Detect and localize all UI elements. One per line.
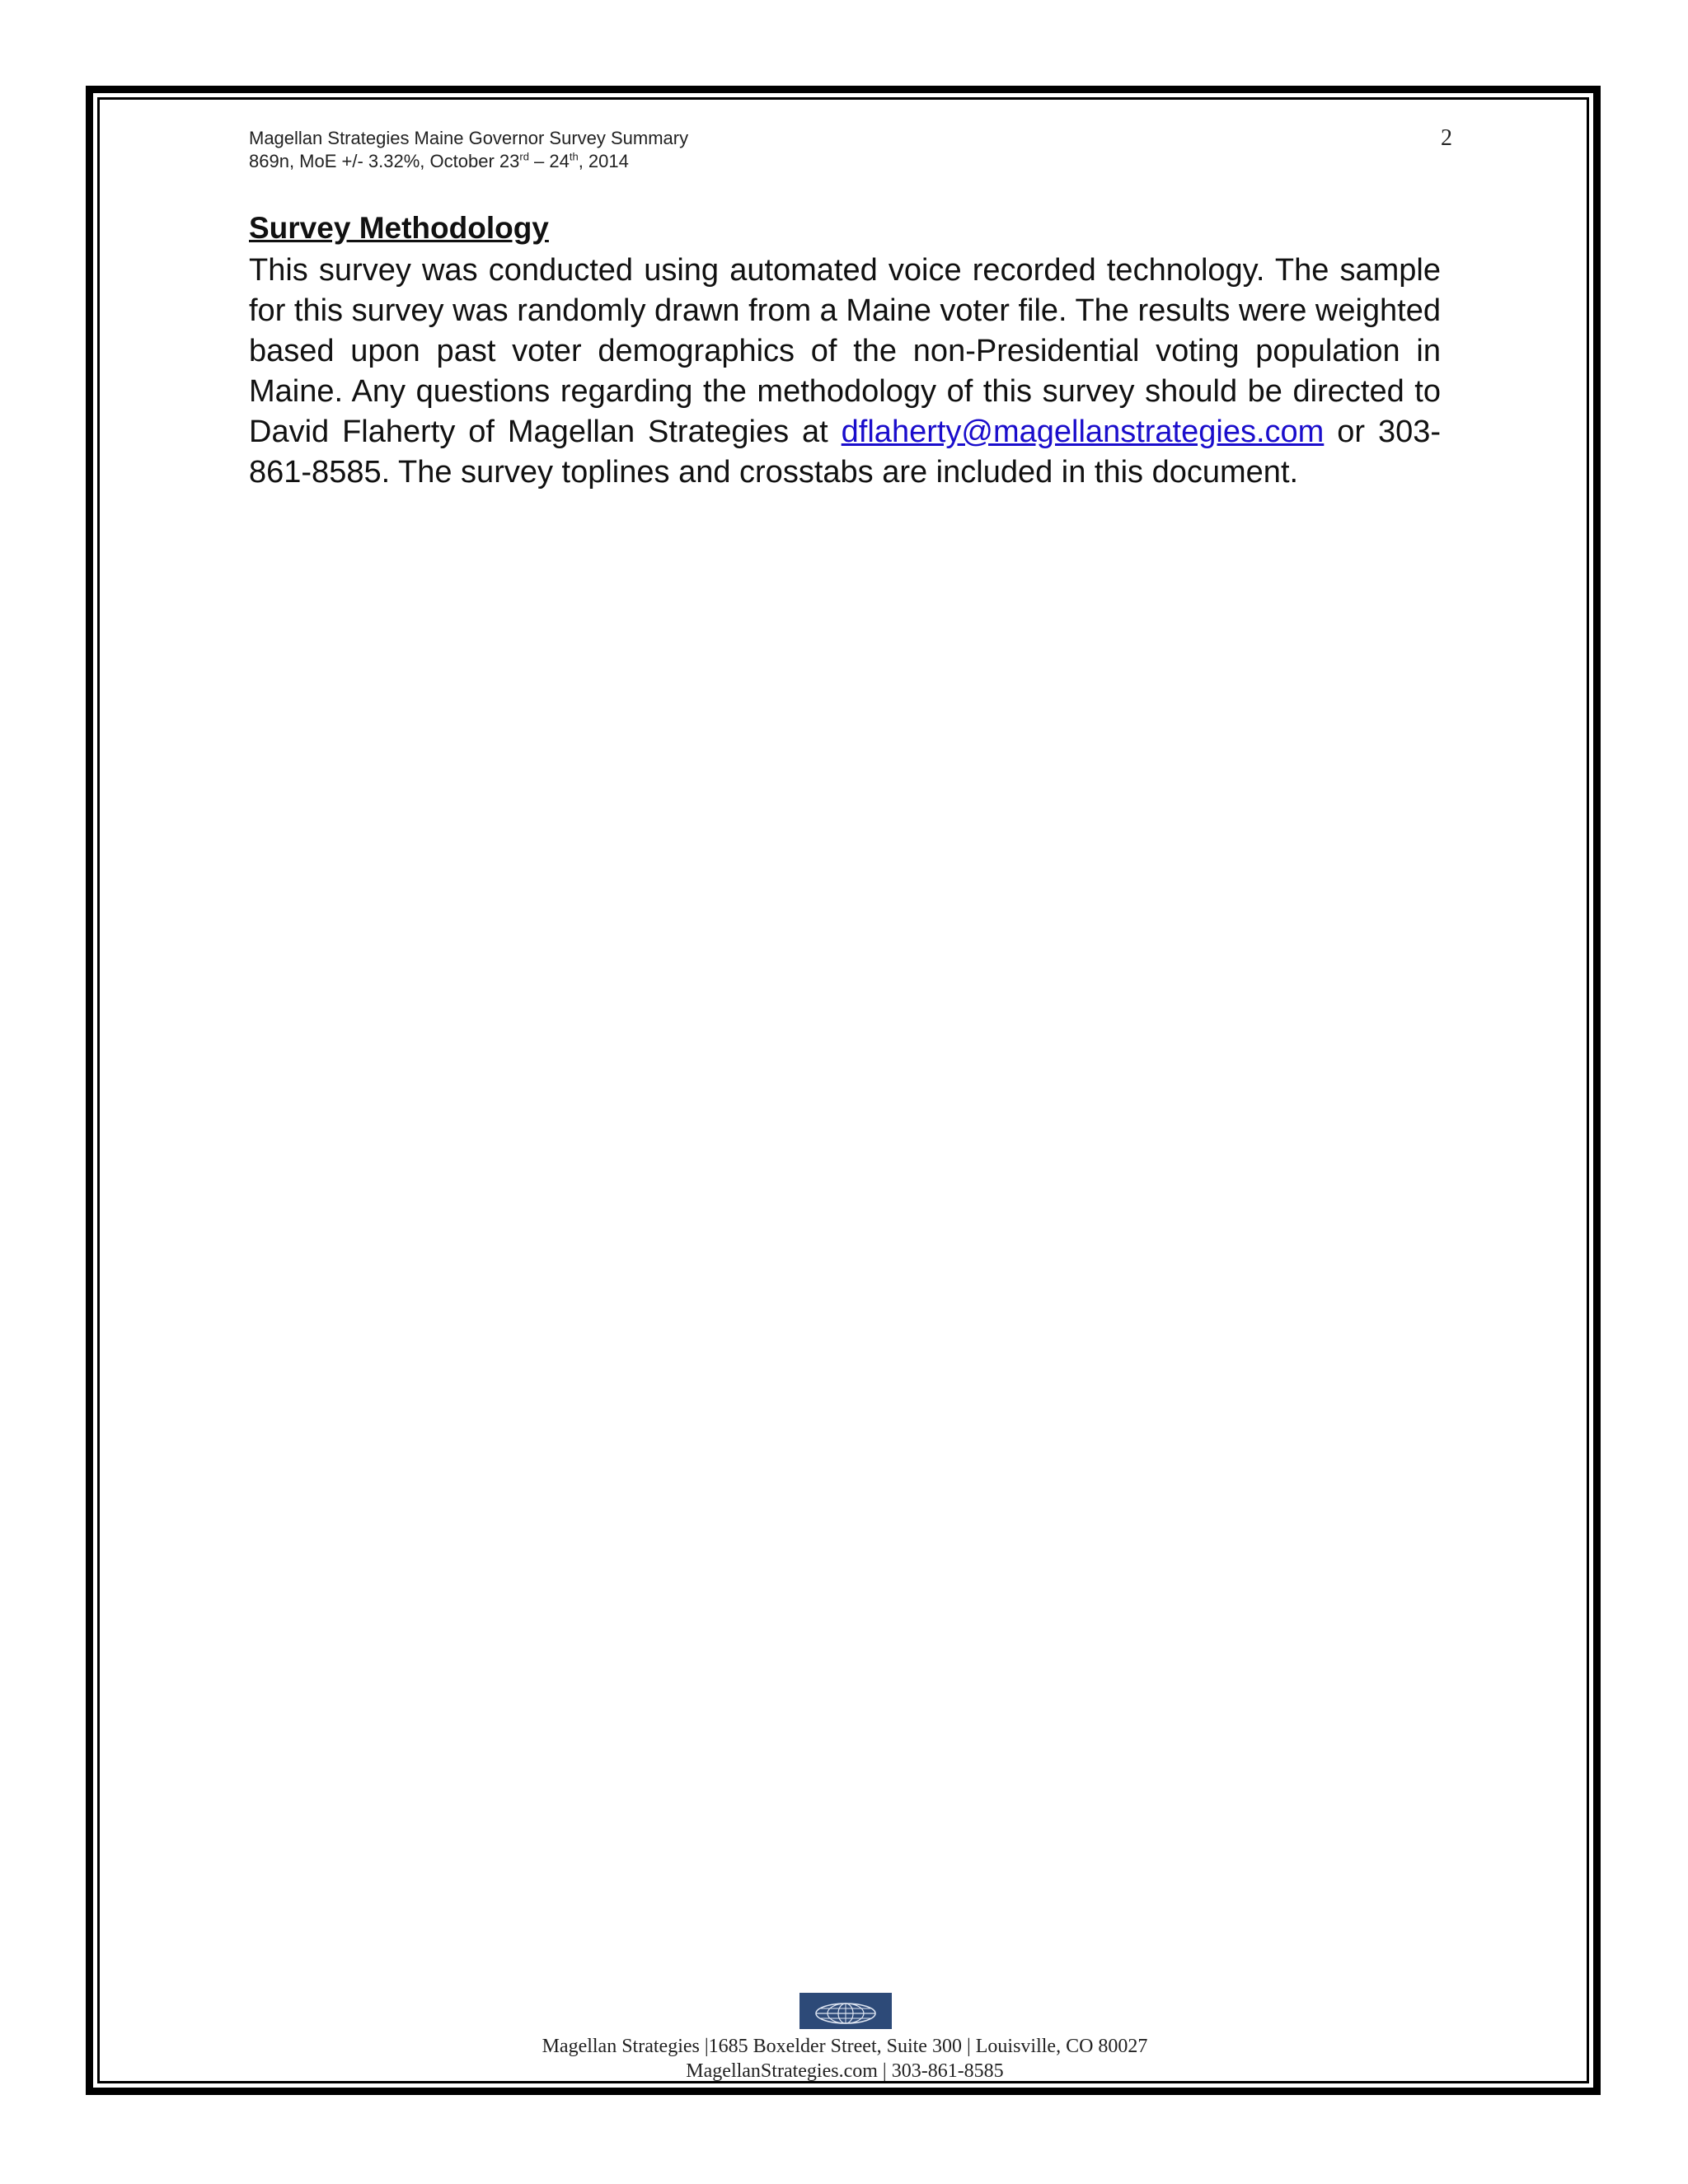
- header-subtitle: [249, 150, 1452, 173]
- section-title: Survey Methodology: [249, 211, 549, 245]
- email-link[interactable]: dflaherty@magellanstrategies.com: [841, 415, 1325, 449]
- page-header: [249, 127, 1452, 173]
- footer-contact: MagellanStrategies.com | 303-861-8585: [686, 2060, 1004, 2082]
- header-subtitle-prefix: 869n, MoE +/- 3.32%, October 23: [249, 151, 520, 171]
- header-subtitle-sup-rd: rd: [519, 150, 529, 163]
- header-title: Magellan Strategies Maine Governor Survey Summary: [249, 128, 689, 148]
- globe-logo-icon: [799, 1993, 892, 2029]
- header-subtitle-sup-th: th: [569, 150, 579, 163]
- methodology-text-before-link: This survey was conducted using automated voice recorded technology. The sample for this survey was randomly drawn from a Maine voter file. The results were weighted based upon past voter demographics of the non-Presidential voting population in Maine. Any questions regarding the methodology of this survey should be directed to David Flaherty of Magellan Strategies at: [249, 253, 1442, 449]
- header-subtitle-mid: – 24: [528, 151, 570, 171]
- footer-address: Magellan Strategies |1685 Boxelder Street, Suite 300 | Louisville, CO 80027: [542, 2036, 1148, 2057]
- header-subtitle-suffix: , 2014: [578, 151, 629, 171]
- methodology-paragraph: [249, 251, 1441, 493]
- page-number: 2: [1441, 125, 1452, 151]
- globe-logo-graphic: [811, 1997, 880, 2025]
- methodology-text-after-link: or 303-861-8585. The survey toplines and crosstabs are included in this document.: [249, 415, 1441, 490]
